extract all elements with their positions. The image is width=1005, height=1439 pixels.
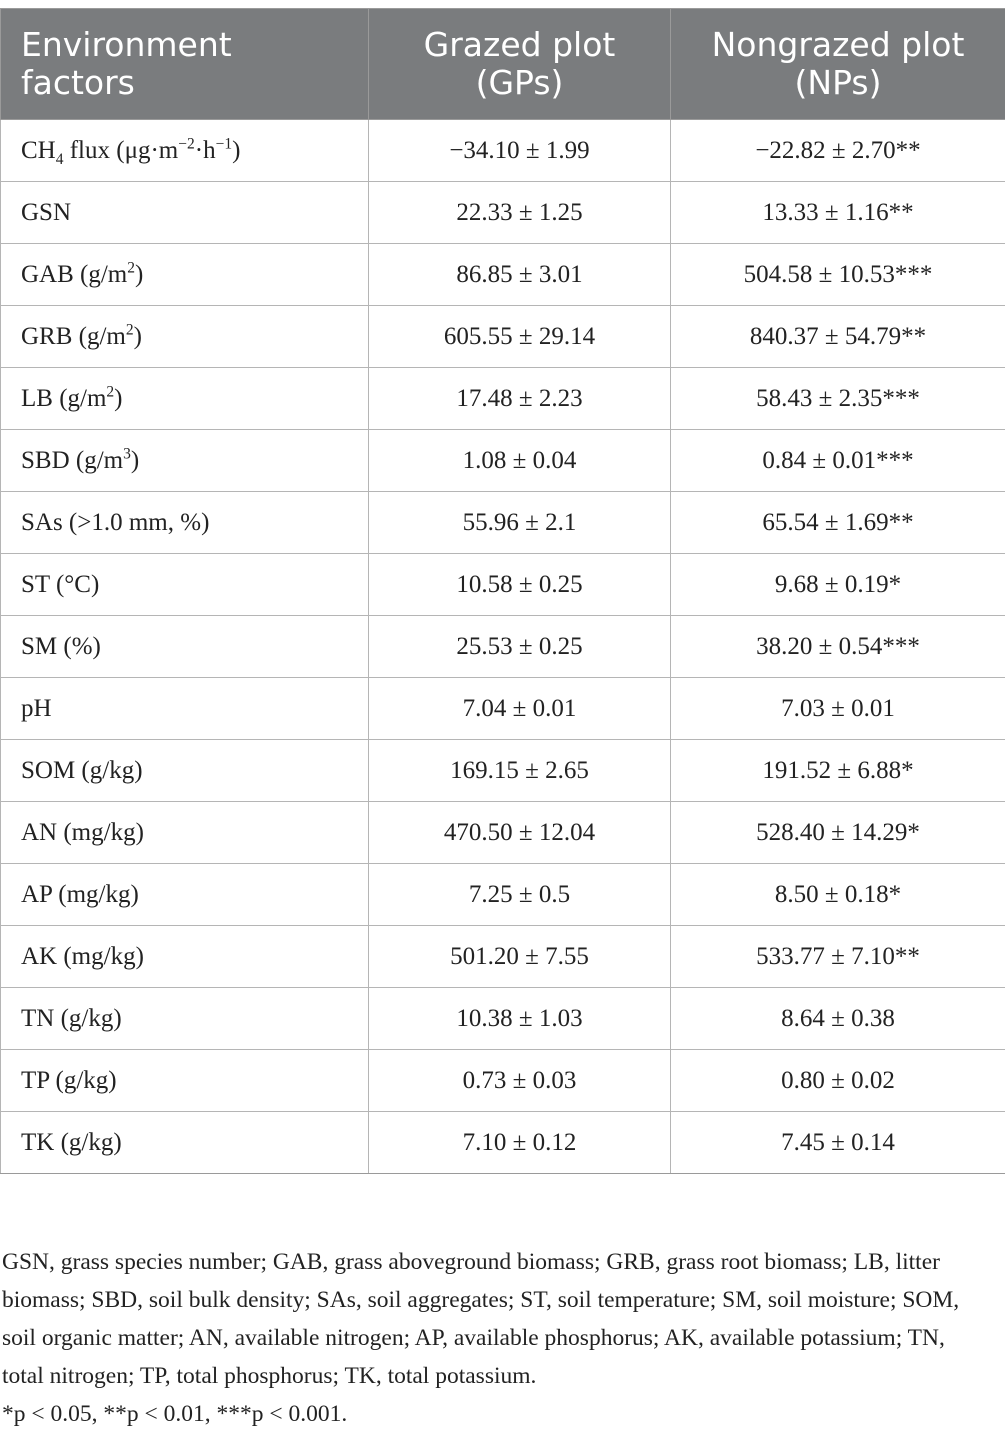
nongrazed-value-cell: 191.52 ± 6.88* [671, 740, 1005, 802]
table-row [1, 368, 1005, 430]
grazed-value-cell: 7.04 ± 0.01 [369, 678, 671, 740]
grazed-value-cell: 17.48 ± 2.23 [369, 368, 671, 430]
factor-cell: pH [1, 678, 369, 740]
header-line: (GPs) [475, 63, 564, 102]
nongrazed-value-cell: 8.64 ± 0.38 [671, 988, 1005, 1050]
grazed-value-cell: 86.85 ± 3.01 [369, 244, 671, 306]
factor-cell: SBD $(g/m^3)$ [1, 430, 369, 492]
table-row [1, 864, 1005, 926]
nongrazed-value-cell: 528.40 ± 14.29* [671, 802, 1005, 864]
factor-cell: $CH_4$ flux $(\mu g\cdot m^{-2}\cdot h^{-1})$ [1, 120, 369, 182]
nongrazed-value-cell: 38.20 ± 0.54*** [671, 616, 1005, 678]
grazed-value-cell: 10.38 ± 1.03 [369, 988, 671, 1050]
factor-cell: TP (g/kg) [1, 1050, 369, 1112]
table-row [1, 988, 1005, 1050]
grazed-value-cell: 25.53 ± 0.25 [369, 616, 671, 678]
factor-cell: SOM (g/kg) [1, 740, 369, 802]
grazed-value-cell: 605.55 ± 29.14 [369, 306, 671, 368]
table-row [1, 1050, 1005, 1112]
grazed-value-cell: 7.25 ± 0.5 [369, 864, 671, 926]
header-line: Grazed plot [423, 25, 616, 64]
factor-cell: SAs (>1.0 mm, %) [1, 492, 369, 554]
table-row [1, 740, 1005, 802]
table-row [1, 1112, 1005, 1174]
grazed-value-cell: 169.15 ± 2.65 [369, 740, 671, 802]
table-row [1, 616, 1005, 678]
factor-cell: TN (g/kg) [1, 988, 369, 1050]
header-line: (NPs) [794, 63, 882, 102]
factor-cell: ST (°C) [1, 554, 369, 616]
data-table-container [0, 8, 1005, 1174]
grazed-value-cell: 501.20 ± 7.55 [369, 926, 671, 988]
table-row [1, 430, 1005, 492]
header-grazed-plot [369, 9, 671, 120]
table-header [1, 9, 1005, 120]
nongrazed-value-cell: 7.03 ± 0.01 [671, 678, 1005, 740]
header-line: Nongrazed plot [711, 25, 965, 64]
factor-cell: GAB $(g/m^2)$ [1, 244, 369, 306]
header-environment-factors [1, 9, 369, 120]
table-row [1, 678, 1005, 740]
table-row [1, 492, 1005, 554]
nongrazed-value-cell: 65.54 ± 1.69** [671, 492, 1005, 554]
grazed-value-cell: 7.10 ± 0.12 [369, 1112, 671, 1174]
factor-cell: GSN [1, 182, 369, 244]
factor-cell: GRB $(g/m^2)$ [1, 306, 369, 368]
nongrazed-value-cell: 58.43 ± 2.35*** [671, 368, 1005, 430]
factor-cell: AP (mg/kg) [1, 864, 369, 926]
nongrazed-value-cell: 533.77 ± 7.10** [671, 926, 1005, 988]
header-nongrazed-plot [671, 9, 1005, 120]
nongrazed-value-cell: 8.50 ± 0.18* [671, 864, 1005, 926]
table-footnotes [2, 1243, 992, 1433]
nongrazed-value-cell: 504.58 ± 10.53*** [671, 244, 1005, 306]
nongrazed-value-cell: 840.37 ± 54.79** [671, 306, 1005, 368]
table-row [1, 182, 1005, 244]
nongrazed-value-cell: 0.80 ± 0.02 [671, 1050, 1005, 1112]
factor-cell: AN (mg/kg) [1, 802, 369, 864]
grazed-value-cell: 22.33 ± 1.25 [369, 182, 671, 244]
table-row [1, 554, 1005, 616]
table-row [1, 120, 1005, 182]
environment-factors-table [0, 8, 1005, 1174]
factor-cell: SM (%) [1, 616, 369, 678]
table-row [1, 802, 1005, 864]
nongrazed-value-cell: −22.82 ± 2.70** [671, 120, 1005, 182]
nongrazed-value-cell: 9.68 ± 0.19* [671, 554, 1005, 616]
significance-note: *p < 0.05, **p < 0.01, ***p < 0.001. [2, 1401, 348, 1427]
grazed-value-cell: −34.10 ± 1.99 [369, 120, 671, 182]
grazed-value-cell: 10.58 ± 0.25 [369, 554, 671, 616]
factor-cell: LB $(g/m^2)$ [1, 368, 369, 430]
header-line: factors [21, 63, 135, 102]
header-line: Environment [21, 25, 232, 64]
grazed-value-cell: 55.96 ± 2.1 [369, 492, 671, 554]
table-body [1, 120, 1005, 1174]
grazed-value-cell: 1.08 ± 0.04 [369, 430, 671, 492]
grazed-value-cell: 0.73 ± 0.03 [369, 1050, 671, 1112]
header-row [1, 9, 1005, 120]
nongrazed-value-cell: 7.45 ± 0.14 [671, 1112, 1005, 1174]
table-row [1, 926, 1005, 988]
abbreviations-note: GSN, grass species number; GAB, grass aboveground biomass; GRB, grass root biomass; LB, litter biomass; SBD, soil bulk density; SAs, soil aggregates; ST, soil temperature; SM, soil moisture; SOM, soil organic matter; AN, available nitrogen; AP, available phosphorus; AK, available potassium; TN, total nitrogen; TP, total phosphorus; TK, total potassium. [2, 1249, 960, 1389]
nongrazed-value-cell: 13.33 ± 1.16** [671, 182, 1005, 244]
factor-cell: TK (g/kg) [1, 1112, 369, 1174]
nongrazed-value-cell: 0.84 ± 0.01*** [671, 430, 1005, 492]
factor-cell: AK (mg/kg) [1, 926, 369, 988]
grazed-value-cell: 470.50 ± 12.04 [369, 802, 671, 864]
table-row [1, 306, 1005, 368]
table-row [1, 244, 1005, 306]
